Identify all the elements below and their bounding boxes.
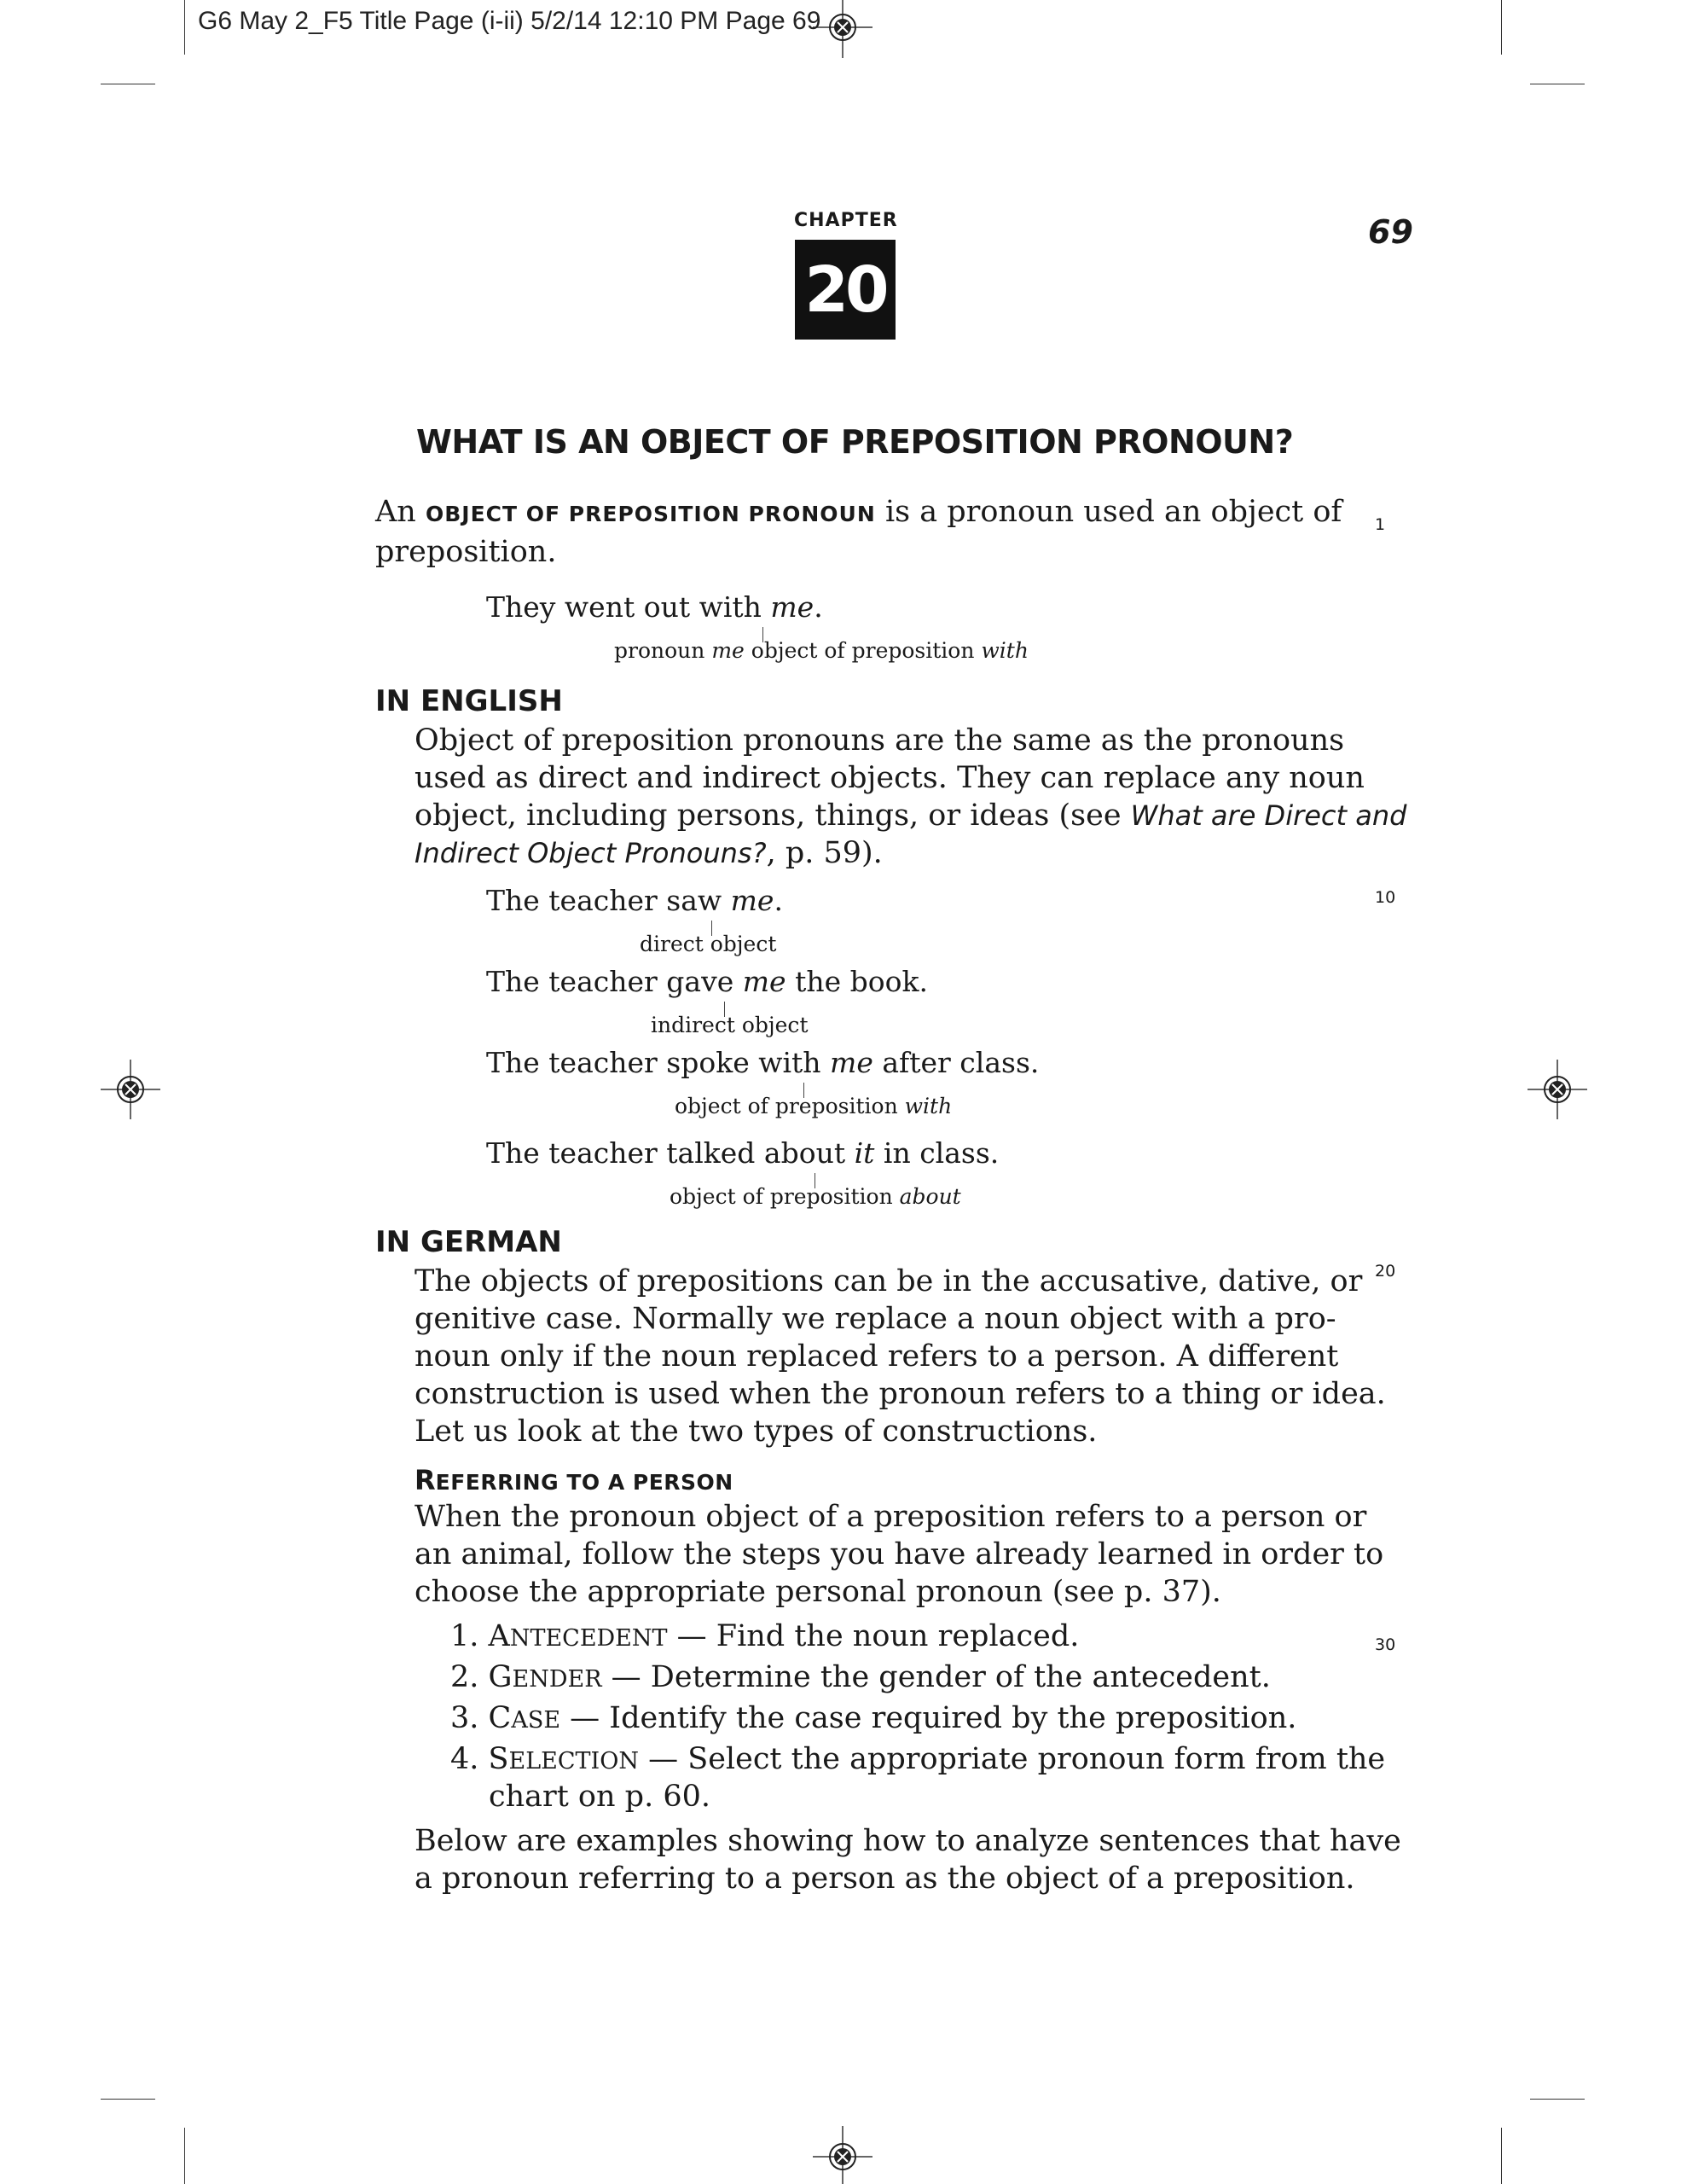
example-annotation [670,1184,961,1209]
example-text-end: after class. [872,1046,1040,1079]
annotation-emphasis: me [711,638,745,663]
chapter-title: WHAT IS AN OBJECT OF PREPOSITION PRONOUN? [416,423,1294,461]
step-term-initial: G [488,1660,513,1694]
paragraph-line: used as direct and indirect objects. They can replace any noun [415,761,1365,795]
paragraph-line: Let us look at the two types of constructions. [415,1414,1098,1449]
step-text: — Select the appropriate pronoun form from the [638,1742,1386,1776]
subheading-rest: EFERRING TO A PERSON [435,1470,733,1495]
crop-mark [101,2099,155,2100]
paragraph-line: construction is used when the pronoun refers to a thing or idea. [415,1377,1386,1411]
crop-mark [1530,2099,1585,2100]
example-sentence [486,590,823,624]
example-text-end: . [774,884,783,917]
annotation-text: indirect object [651,1013,809,1037]
example-text-end: in class. [874,1136,1000,1170]
step-item [450,1742,1385,1776]
step-number: 2. [450,1660,479,1694]
registration-mark-icon [813,0,872,60]
example-sentence [486,884,783,917]
registration-mark-icon [813,2124,872,2184]
example-text: The teacher gave [486,965,743,998]
paragraph-line: When the pronoun object of a preposition refers to a person or [415,1500,1367,1534]
registration-mark-icon [1528,1060,1587,1119]
subheading-referring-to-person [415,1464,733,1496]
example-annotation [675,1094,952,1118]
definition-term: OBJECT OF PREPOSITION PRONOUN [425,502,876,526]
step-number: 1. [450,1619,479,1653]
example-annotation [640,932,776,956]
chapter-label: CHAPTER [794,210,898,231]
example-emphasis: me [730,884,774,917]
paragraph-line: choose the appropriate personal pronoun (see p. 37). [415,1575,1221,1609]
example-text-end: . [814,590,823,624]
paragraph-line: an animal, follow the steps you have already learned in order to [415,1537,1384,1571]
definition-pre: An [375,495,416,529]
chapter-number: 20 [795,240,896,340]
line-number: 20 [1375,1262,1396,1281]
step-number: 3. [450,1701,479,1735]
paragraph-line: Object of preposition pronouns are the same as the pronouns [415,723,1345,758]
annotation-text: object of preposition [675,1094,905,1118]
registration-mark-icon [101,1060,160,1119]
cross-reference-page: , p. 59). [766,836,883,870]
step-term: NTECEDENT [509,1625,668,1652]
step-item [450,1660,1271,1694]
annotation-text: object of preposition [670,1184,900,1209]
step-item [450,1619,1079,1653]
paragraph-line: a pronoun referring to a person as the object of a preposition. [415,1862,1355,1896]
paragraph-line: genitive case. Normally we replace a noun object with a pro- [415,1302,1336,1336]
subheading-initial: R [415,1464,436,1496]
paragraph-line: object, including persons, things, or ideas (see [415,799,1131,833]
step-term: ASE [511,1707,561,1734]
step-number: 4. [450,1742,479,1776]
closing-paragraph [415,1822,1401,1897]
annotation-text: pronoun [614,638,712,663]
definition-paragraph [375,493,1342,571]
step-continuation: chart on p. 60. [489,1780,710,1814]
crop-mark [184,0,185,55]
definition-post: is a pronoun used an object of [884,495,1342,529]
example-sentence [486,965,928,998]
crop-mark [1501,2128,1502,2184]
annotation-text: direct object [640,932,777,956]
german-paragraph [415,1263,1386,1450]
step-term-initial: S [488,1742,509,1776]
example-text: The teacher saw [486,884,731,917]
line-number: 30 [1375,1635,1396,1654]
step-term-initial: C [488,1701,512,1735]
crop-mark [184,2128,185,2184]
paragraph-line: Below are examples showing how to analyze sentences that have [415,1824,1401,1858]
line-number: 1 [1375,515,1386,534]
step-text: — Determine the gender of the antecedent. [601,1660,1271,1694]
paragraph-line: The objects of prepositions can be in the accusative, dative, or [415,1264,1363,1298]
example-annotation [651,1013,809,1037]
cross-reference-title: What are Direct and [1130,799,1407,832]
page-number: 69 [1368,213,1413,251]
step-term-initial: A [488,1619,510,1653]
annotation-emphasis: with [904,1094,953,1118]
example-text-end: the book. [786,965,928,998]
paragraph-line: noun only if the noun replaced refers to a person. A different [415,1339,1339,1374]
cross-reference-title: Indirect Object Pronouns? [415,837,767,869]
section-heading-english: IN ENGLISH [375,684,563,718]
example-sentence [486,1046,1039,1079]
definition-line-2: preposition. [375,535,557,569]
example-text: The teacher talked about [486,1136,855,1170]
annotation-emphasis: with [981,638,1029,663]
crop-mark [1501,0,1502,55]
example-emphasis: me [830,1046,873,1079]
print-slug: G6 May 2_F5 Title Page (i-ii) 5/2/14 12:10 PM Page 69 [198,7,821,35]
step-text: — Find the noun replaced. [667,1619,1080,1653]
step-text: — Identify the case required by the preposition. [560,1701,1297,1735]
english-paragraph [415,722,1407,872]
example-emphasis: me [770,590,815,624]
example-text: They went out with [486,590,771,624]
step-term: ENDER [512,1666,602,1693]
line-number: 10 [1375,888,1396,907]
section-heading-german: IN GERMAN [375,1225,562,1259]
person-paragraph [415,1498,1384,1611]
annotation-emphasis: about [899,1184,961,1209]
example-annotation [614,638,1029,663]
example-sentence [486,1136,999,1170]
example-emphasis: it [854,1136,875,1170]
example-text: The teacher spoke with [486,1046,831,1079]
step-item [450,1701,1296,1735]
annotation-text: object of preposition [744,638,982,663]
step-term: ELECTION [508,1748,639,1774]
example-emphasis: me [742,965,786,998]
